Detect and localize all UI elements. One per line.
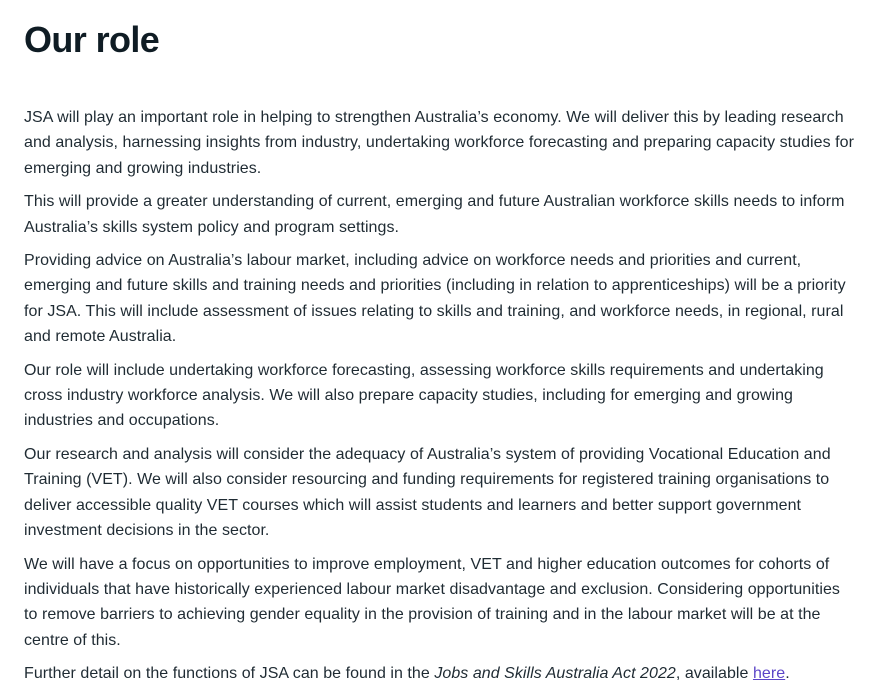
paragraph-workforce-forecasting: Our role will include undertaking workforce forecasting, assessing workforce skills requirements and undertaking cross industry workforce analysis. We will also prepare capacity studies, including for emerging and growing industries and occupations. [24, 361, 824, 430]
further-detail-text-before: Further detail on the functions of JSA can be found in the [24, 665, 435, 683]
further-detail-text-middle: , available [675, 665, 753, 683]
paragraph-further-detail [24, 661, 857, 686]
paragraph-intro: JSA will play an important role in helping to strengthen Australia’s economy. We will deliver this by leading research and analysis, harnessing insights from industry, undertaking workforce forecasting and preparing capacity studies for emerging and growing industries. [24, 109, 854, 177]
paragraph-vet-research: Our research and analysis will consider the adequacy of Australia’s system of providing Vocational Education and Training (VET). We will also consider resourcing and funding requirements for registered training organisations to deliver accessible quality VET courses which will assist students and learners and better support government investment decisions in the sector. [24, 445, 831, 540]
paragraph-understanding: This will provide a greater understanding of current, emerging and future Australian workforce skills needs to inform Australia’s skills system policy and program settings. [24, 193, 845, 236]
paragraph-labour-market-advice: Providing advice on Australia’s labour market, including advice on workforce needs and priorities and current, emerging and future skills and training needs and priorities (including in relation to apprenticeships) will be a priority for JSA. This will include assessment of issues relating to skills and training, and workforce needs, in regional, rural and remote Australia. [24, 252, 846, 346]
act-title: Jobs and Skills Australia Act 2022 [434, 665, 676, 683]
paragraph-cohort-outcomes: We will have a focus on opportunities to improve employment, VET and higher education outcomes for cohorts of individuals that have historically experienced labour market disadvantage and exclusion. Considering opportunities to remove barriers to achieving gender equality in the provision of training and in the labour market will be at the centre of this. [24, 555, 840, 649]
further-detail-text-after: . [785, 665, 790, 683]
here-link[interactable]: here [752, 665, 786, 683]
content-body [24, 105, 857, 687]
page-title: Our role [24, 19, 160, 60]
